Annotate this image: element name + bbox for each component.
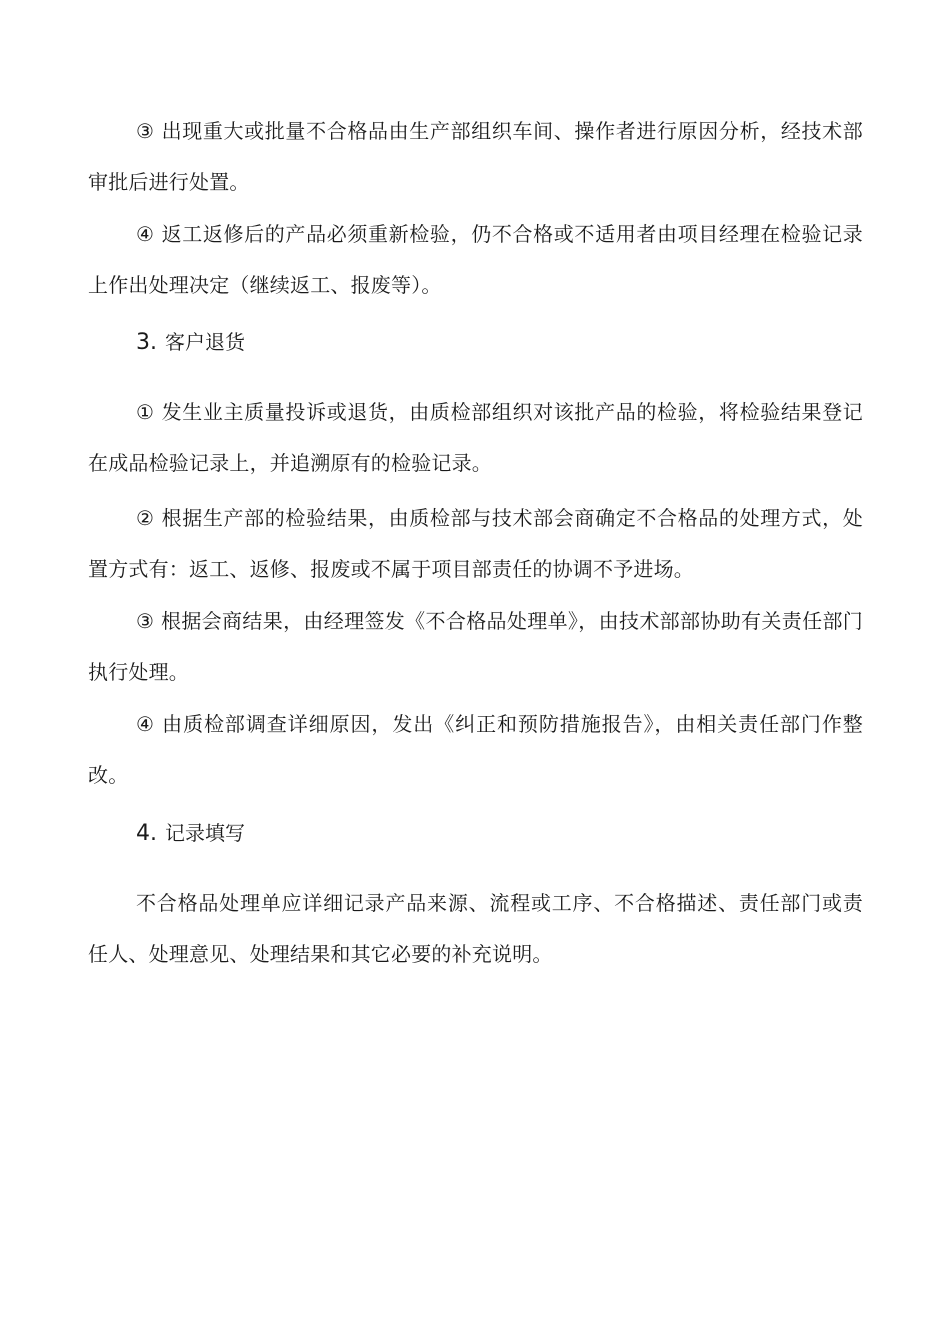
section-number: 4. xyxy=(136,821,157,846)
paragraph-item-3-handling-form: ③ 根据会商结果，由经理签发《不合格品处理单》，由技术部部协助有关责任部门执行处理。 xyxy=(88,609,863,684)
section-heading-record-filling xyxy=(136,818,245,849)
paragraph-item-1-customer-complaint: ① 发生业主质量投诉或退货，由质检部组织对该批产品的检验，将检验结果登记在成品检验记录上，并追溯原有的检验记录。 xyxy=(88,400,863,475)
paragraph-item-4-rework-reinspection: ④ 返工返修后的产品必须重新检验，仍不合格或不适用者由项目经理在检验记录上作出处理决定（继续返工、报废等）。 xyxy=(88,222,863,297)
paragraph-record-requirements: 不合格品处理单应详细记录产品来源、流程或工序、不合格描述、责任部门或责任人、处理意见、处理结果和其它必要的补充说明。 xyxy=(88,891,863,966)
paragraph-item-3-major-nonconformity: ③ 出现重大或批量不合格品由生产部组织车间、操作者进行原因分析，经技术部审批后进行处置。 xyxy=(88,119,863,194)
section-title: 记录填写 xyxy=(165,821,245,845)
section-number: 3. xyxy=(136,330,157,355)
paragraph-item-4-corrective-action: ④ 由质检部调查详细原因，发出《纠正和预防措施报告》，由相关责任部门作整改。 xyxy=(88,712,863,787)
section-title: 客户退货 xyxy=(165,330,245,354)
paragraph-item-2-disposition-methods: ② 根据生产部的检验结果，由质检部与技术部会商确定不合格品的处理方式，处置方式有：返工、返修、报废或不属于项目部责任的协调不予进场。 xyxy=(88,506,863,581)
section-heading-customer-returns xyxy=(136,327,245,358)
